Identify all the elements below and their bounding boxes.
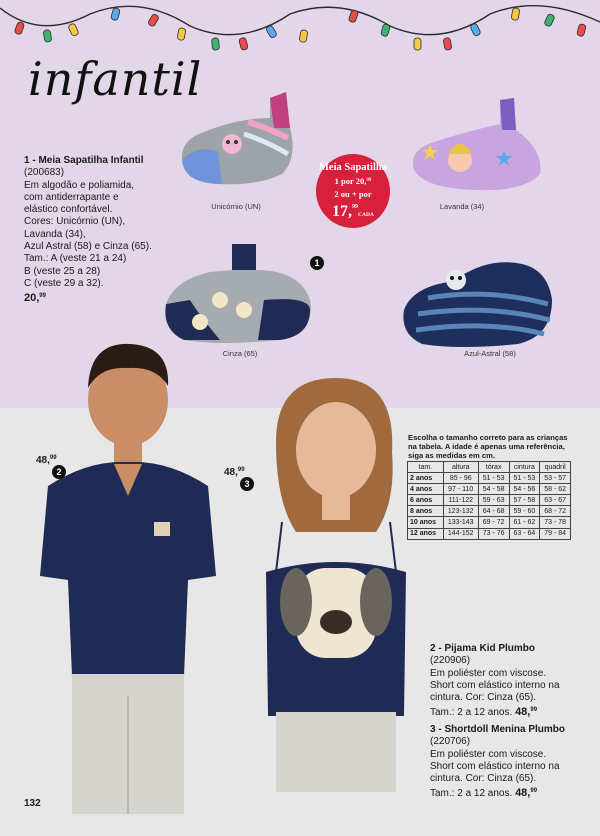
product3-number-badge: 3 [240, 477, 254, 491]
product1-line: Em algodão e poliamida, [24, 179, 135, 191]
product3-price-int: 48, [224, 467, 238, 478]
product3-price-int-inline: 48, [515, 787, 531, 800]
product1-price [24, 290, 174, 304]
table-row [408, 484, 571, 495]
product2-number-badge: 2 [52, 465, 66, 479]
table-cell: 123-132 [443, 506, 478, 517]
page-number: 132 [24, 798, 41, 809]
product2-price-cents: 99 [49, 455, 57, 461]
product1-line: Cores: Unicórnio (UN), [24, 216, 126, 228]
table-cell: 111-122 [443, 495, 478, 506]
product1-number-badge: 1 [310, 256, 324, 270]
product2-line: cintura. Cor: Cinza (65). [430, 692, 537, 704]
table-cell: 97 - 110 [443, 484, 478, 495]
table-cell: 64 - 68 [478, 506, 509, 517]
product3-size-line: Tam.: 2 a 12 anos. [430, 788, 513, 800]
product1-line: C (veste 29 a 32). [24, 277, 104, 289]
table-cell: 63 - 67 [540, 495, 571, 506]
product3-price-cents: 99 [237, 467, 245, 473]
table-cell: 54 - 58 [478, 484, 509, 495]
product2-size-price [430, 704, 590, 719]
size-chart-header: quadril [540, 462, 571, 473]
size-chart-header-row [408, 462, 571, 473]
sock-unicorn-label: Unicórnio (UN) [211, 202, 261, 211]
product2-line: Em poliéster com viscose. [430, 667, 547, 679]
product3-size-price [430, 785, 590, 800]
badge-unit: CADA [358, 212, 374, 218]
table-cell: 4 anos [408, 484, 444, 495]
size-chart-intro: Escolha o tamanho correto para as crianças na tabela. A idade é apenas uma referência, siga as medidas em cm. [408, 433, 568, 461]
product2-code: (220906) [430, 655, 471, 667]
table-cell: 51 - 53 [509, 473, 540, 484]
sock-lavender-label: Lavanda (34) [439, 202, 485, 211]
product1-line: Azul Astral (58) e Cinza (65). [24, 241, 152, 253]
sock-gray-label: Cinza (65) [222, 349, 258, 358]
table-cell: 12 anos [408, 528, 444, 539]
table-cell: 63 - 64 [509, 528, 540, 539]
product1-price-cents: 99 [39, 293, 46, 300]
sock-unicorn-image[interactable] [178, 88, 328, 198]
table-cell: 73 - 76 [478, 528, 509, 539]
product1-code: (200683) [24, 167, 65, 179]
size-chart-table [407, 461, 571, 540]
girl-shortdoll-photo[interactable] [236, 372, 416, 836]
size-chart-header: altura [443, 462, 478, 473]
product2-description [430, 643, 590, 720]
table-cell: 2 anos [408, 473, 444, 484]
product2-line: Short com elástico interno na [430, 679, 560, 691]
table-cell: 61 - 62 [509, 517, 540, 528]
table-cell: 58 - 62 [540, 484, 571, 495]
product1-description [24, 155, 174, 305]
product1-line: elástico confortável. [24, 204, 113, 216]
badge-line1-cents: 99 [366, 178, 372, 183]
badge-line2: 2 ou + por [334, 188, 372, 199]
table-cell: 133-143 [443, 517, 478, 528]
product3-line: cintura. Cor: Cinza (65). [430, 773, 537, 785]
product1-line: Tam.: A (veste 21 a 24) [24, 253, 127, 265]
table-cell: 10 anos [408, 517, 444, 528]
section-title: infantil [28, 52, 203, 106]
table-cell: 69 - 72 [478, 517, 509, 528]
table-cell: 8 anos [408, 506, 444, 517]
badge-title: Meia Sapatilha [319, 162, 387, 173]
size-chart-header: tam. [408, 462, 444, 473]
table-cell: 53 - 57 [540, 473, 571, 484]
size-chart-header: cintura [509, 462, 540, 473]
sock-lavender-image[interactable] [404, 94, 554, 202]
table-row [408, 517, 571, 528]
product2-size-line: Tam.: 2 a 12 anos. [430, 707, 513, 719]
product2-price-int-inline: 48, [515, 706, 531, 719]
badge-price-int: 17, [332, 203, 353, 220]
table-cell: 144-152 [443, 528, 478, 539]
table-cell: 59 - 60 [509, 506, 540, 517]
sock-astral-label: Azul-Astral (58) [464, 349, 516, 358]
table-cell: 59 - 63 [478, 495, 509, 506]
product2-price-int: 48, [36, 455, 50, 466]
product1-line: B (veste 25 a 28) [24, 265, 101, 277]
product1-price-int: 20, [24, 292, 40, 305]
product1-title: 1 - Meia Sapatilha Infantil [24, 155, 144, 166]
table-row [408, 495, 571, 506]
size-chart-header: tórax [478, 462, 509, 473]
product1-line: com antiderrapante e [24, 191, 119, 203]
badge-line1-int: 1 por 20, [334, 176, 367, 186]
table-cell: 79 - 84 [540, 528, 571, 539]
product2-price-tag [36, 455, 57, 466]
product3-line: Short com elástico interno na [430, 760, 560, 772]
product3-title: 3 - Shortdoll Menina Plumbo [430, 724, 565, 735]
table-cell: 68 - 72 [540, 506, 571, 517]
badge-price [316, 199, 390, 223]
table-row [408, 473, 571, 484]
product2-title: 2 - Pijama Kid Plumbo [430, 643, 536, 654]
table-row [408, 506, 571, 517]
product3-code: (220706) [430, 736, 471, 748]
sock-gray-image[interactable] [160, 240, 320, 350]
table-cell: 51 - 53 [478, 473, 509, 484]
price-promo-badge [316, 154, 390, 228]
christmas-lights-decoration [0, 0, 600, 60]
badge-price-cents: 99 [352, 204, 359, 210]
product1-line: Lavanda (34), [24, 228, 86, 240]
badge-line1 [316, 176, 390, 187]
table-cell: 73 - 78 [540, 517, 571, 528]
product3-price-cents-inline: 99 [530, 788, 538, 795]
table-cell: 85 - 96 [443, 473, 478, 484]
product3-line: Em poliéster com viscose. [430, 748, 547, 760]
sock-astral-image[interactable] [398, 248, 558, 352]
product2-price-cents-inline: 99 [530, 707, 538, 714]
table-cell: 57 - 58 [509, 495, 540, 506]
product3-price-tag [224, 467, 245, 478]
boy-pajama-photo[interactable] [28, 336, 228, 836]
table-row [408, 528, 571, 539]
table-cell: 54 - 56 [509, 484, 540, 495]
product3-description [430, 724, 590, 801]
table-cell: 6 anos [408, 495, 444, 506]
